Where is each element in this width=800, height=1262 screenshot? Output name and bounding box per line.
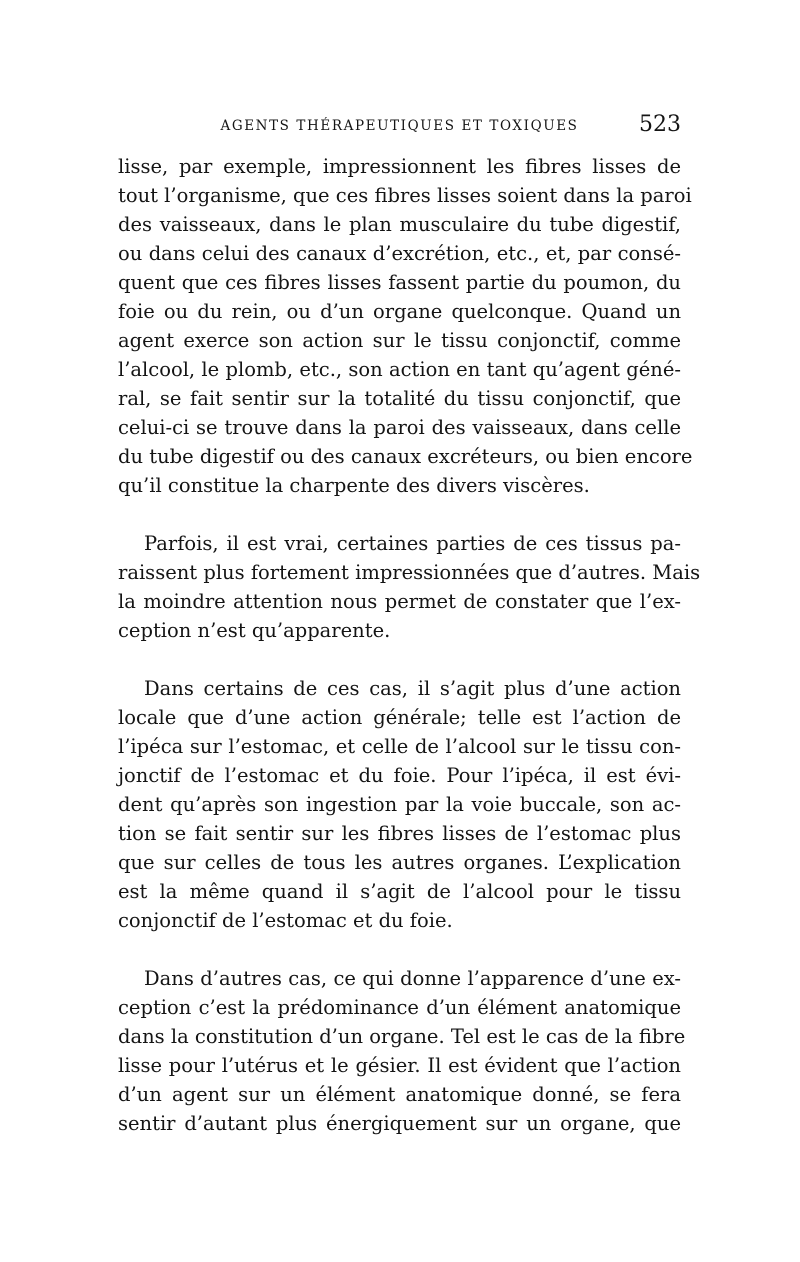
text-line: d’un agent sur un élément anatomique donné, se fera <box>118 1083 681 1106</box>
text-line: du tube digestif ou des canaux excréteurs, ou bien encore <box>118 445 693 468</box>
text-line: conjonctif de l’estomac et du foie. <box>118 909 453 932</box>
text-line: locale que d’une action générale; telle est l’action de <box>118 706 681 729</box>
text-line: celui-ci se trouve dans la paroi des vaisseaux, dans celle <box>118 416 681 439</box>
text-line: lisse, par exemple, impressionnent les fibres lisses de <box>118 155 681 178</box>
text-line: que sur celles de tous les autres organes. L’explication <box>118 851 681 874</box>
text-line: des vaisseaux, dans le plan musculaire du tube digestif, <box>118 213 681 236</box>
text-line: quent que ces fibres lisses fassent partie du poumon, du <box>118 271 681 294</box>
text-line: ou dans celui des canaux d’excrétion, etc., et, par consé- <box>118 242 681 265</box>
page-number: 523 <box>639 112 681 137</box>
text-line: agent exerce son action sur le tissu conjonctif, comme <box>118 329 681 352</box>
text-line: jonctif de l’estomac et du foie. Pour l’ipéca, il est évi- <box>118 764 681 787</box>
text-line: sentir d’autant plus énergiquement sur un organe, que <box>118 1112 681 1135</box>
paragraph-2 <box>118 529 701 645</box>
text-line: raissent plus fortement impressionnées que d’autres. Mais <box>118 561 701 584</box>
running-title: AGENTS THÉRAPEUTIQUES ET TOXIQUES <box>220 118 579 134</box>
text-line: dans la constitution d’un organe. Tel est le cas de la fibre <box>118 1025 686 1048</box>
paragraph-3 <box>118 674 681 935</box>
text-line: ception c’est la prédominance d’un élément anatomique <box>118 996 681 1019</box>
text-line: qu’il constitue la charpente des divers viscères. <box>118 474 590 497</box>
text-line: est la même quand il s’agit de l’alcool pour le tissu <box>118 880 681 903</box>
text-line: Dans certains de ces cas, il s’agit plus d’une action <box>144 677 681 700</box>
text-line: tout l’organisme, que ces fibres lisses soient dans la paroi <box>118 184 692 207</box>
paragraph-4 <box>118 964 686 1138</box>
body-text <box>118 152 701 1167</box>
text-line: Parfois, il est vrai, certaines parties de ces tissus pa- <box>144 532 681 555</box>
running-head <box>118 112 681 142</box>
paragraph-1 <box>118 152 693 500</box>
text-line: la moindre attention nous permet de constater que l’ex- <box>118 590 681 613</box>
text-line: lisse pour l’utérus et le gésier. Il est évident que l’action <box>118 1054 681 1077</box>
text-line: Dans d’autres cas, ce qui donne l’apparence d’une ex- <box>144 967 681 990</box>
text-line: dent qu’après son ingestion par la voie buccale, son ac- <box>118 793 681 816</box>
text-line: ception n’est qu’apparente. <box>118 619 391 642</box>
text-line: l’ipéca sur l’estomac, et celle de l’alcool sur le tissu con- <box>118 735 681 758</box>
text-line: foie ou du rein, ou d’un organe quelconque. Quand un <box>118 300 681 323</box>
text-line: l’alcool, le plomb, etc., son action en tant qu’agent géné- <box>118 358 681 381</box>
text-line: ral, se fait sentir sur la totalité du tissu conjonctif, que <box>118 387 681 410</box>
text-line: tion se fait sentir sur les fibres lisses de l’estomac plus <box>118 822 681 845</box>
